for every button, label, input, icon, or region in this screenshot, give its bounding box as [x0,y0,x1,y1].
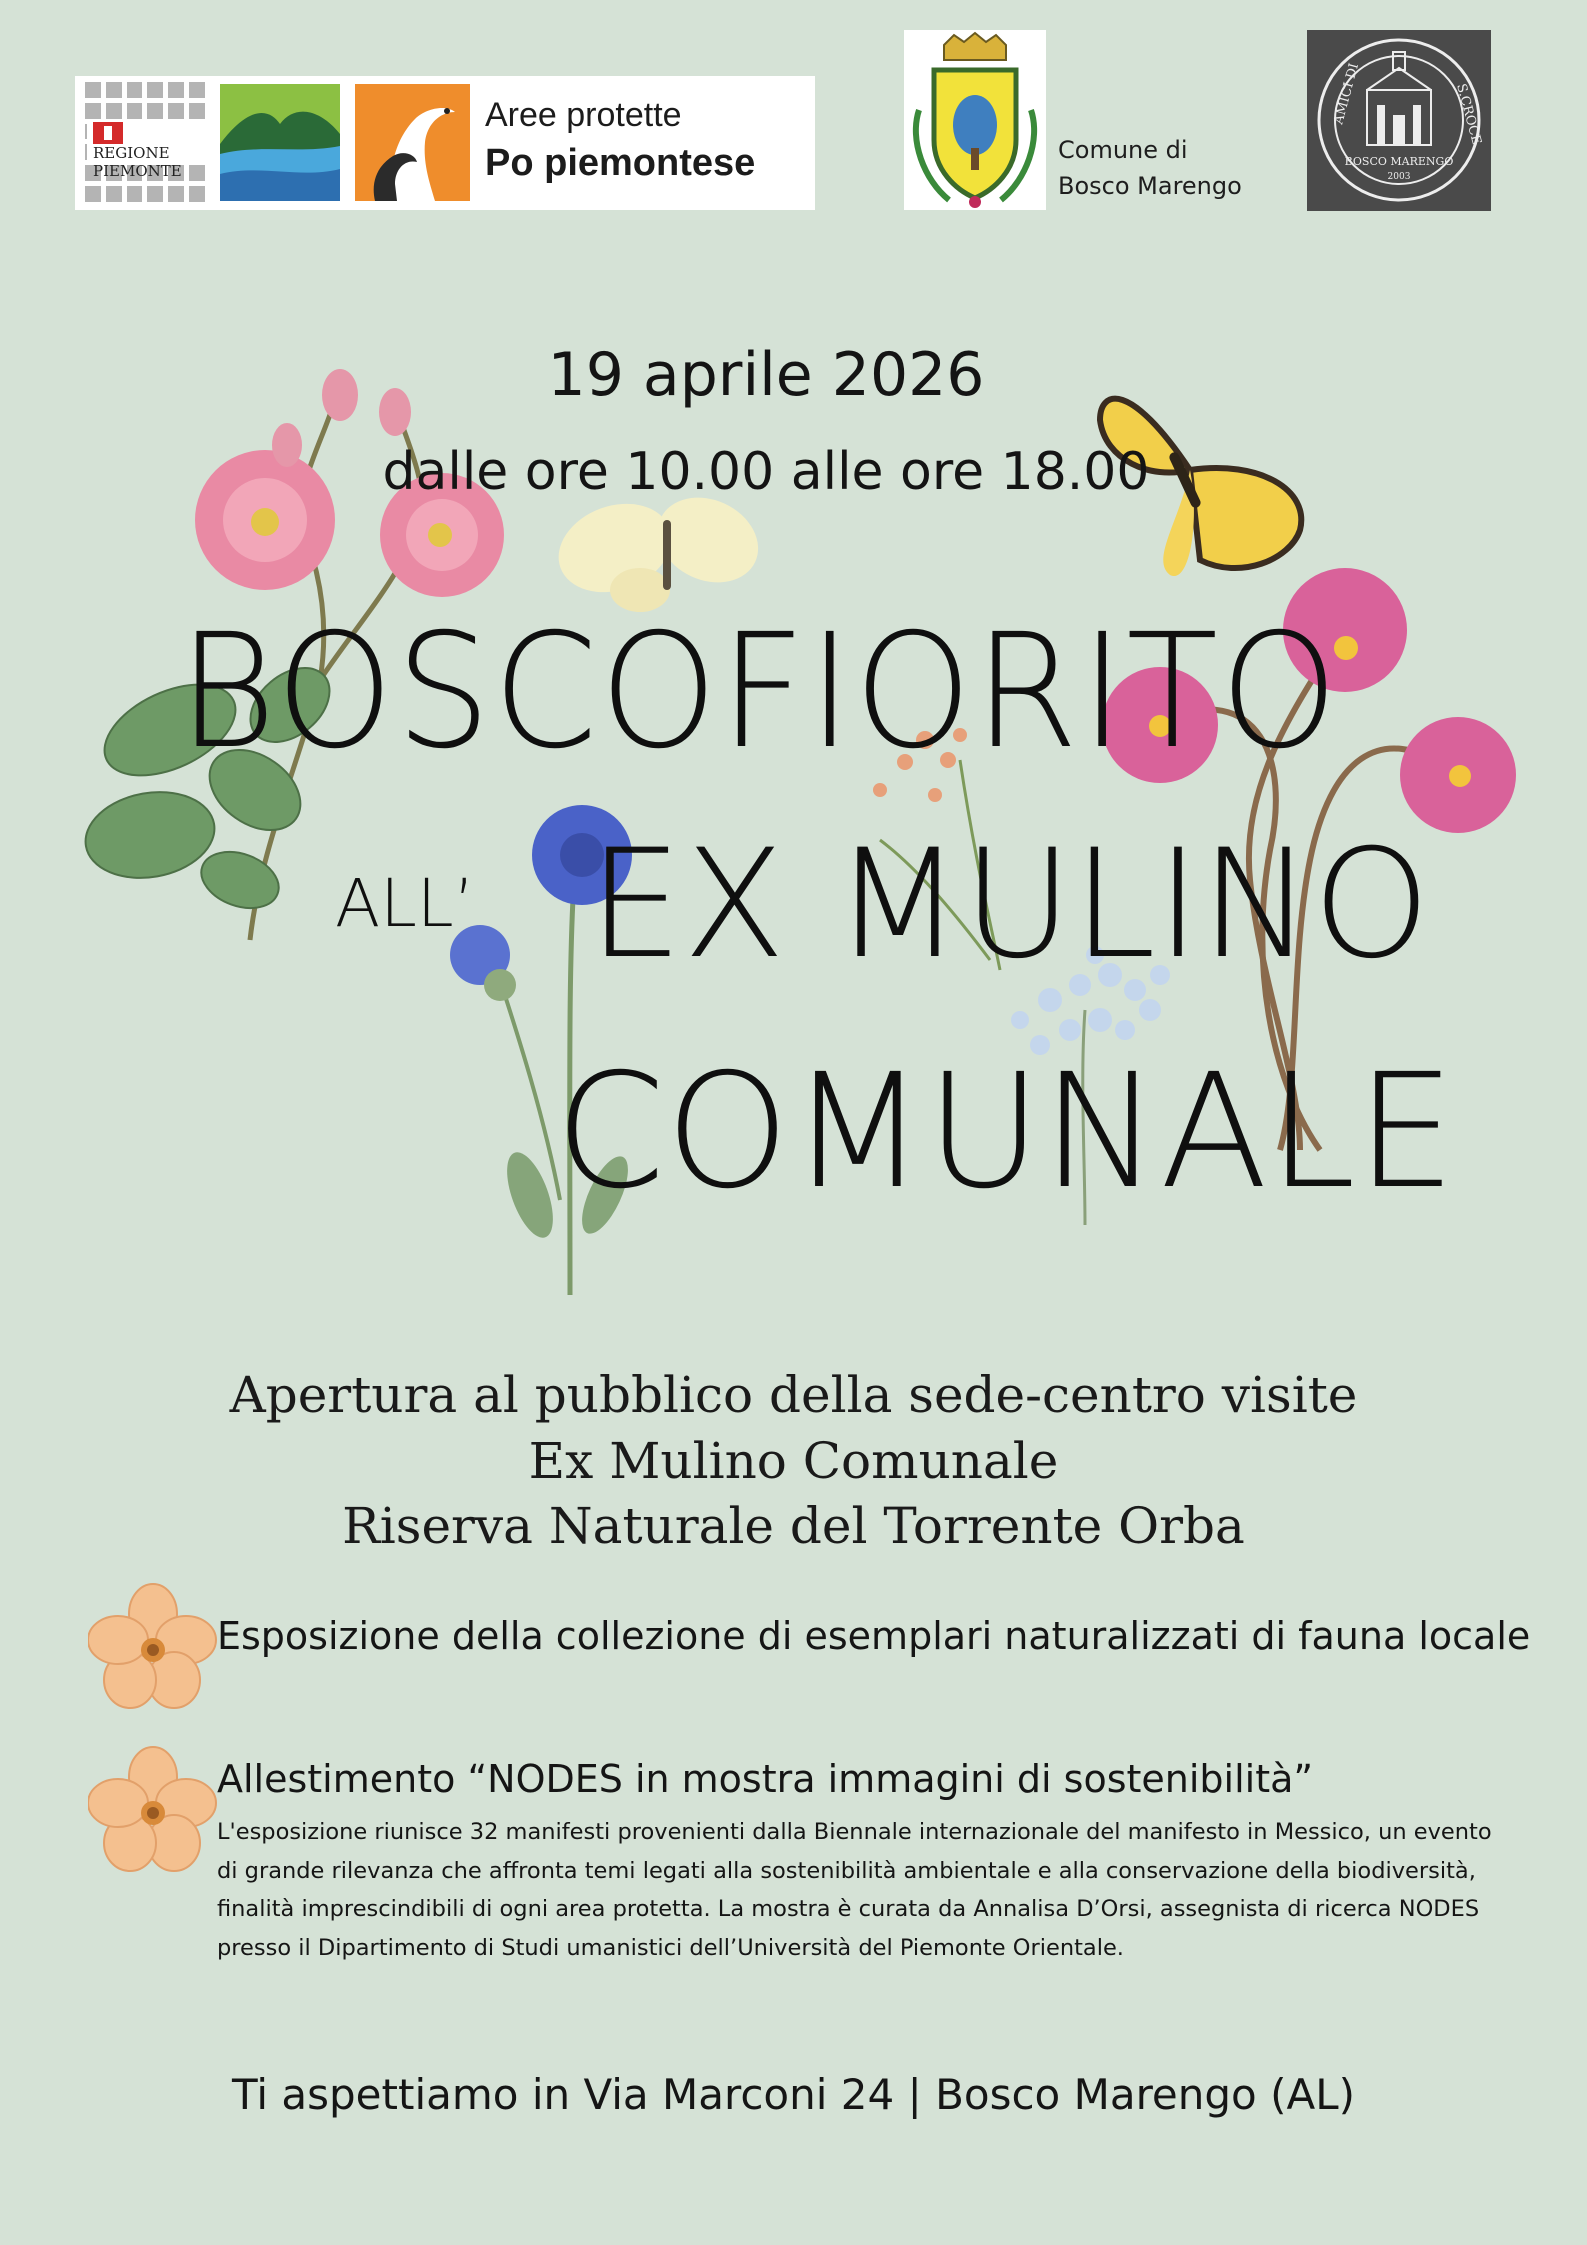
subtitle-line-1: Apertura al pubblico della sede-centro visite [229,1366,1358,1424]
bullet-flower-icon [88,1582,218,1712]
bullet-flower-icon [88,1745,218,1875]
po-piemontese-label: Po piemontese [485,142,756,184]
comune-label [1058,132,1242,204]
amici-top-left-text: AMICI DI [1331,61,1363,127]
comune-label-line2: Bosco Marengo [1058,172,1242,200]
event-date: 19 aprile 2026 [547,340,985,410]
mountain-river-icon [220,84,340,201]
event-time: dalle ore 10.00 alle ore 18.00 [382,442,1150,502]
santa-croce-seal-icon [1307,30,1491,211]
regione-piemonte-label [87,122,212,180]
regione-piemonte-text: REGIONE PIEMONTE [93,144,182,180]
title-line-3: COMUNALE [555,1040,1456,1224]
heron-icon [355,84,470,201]
subtitle-line-2: Ex Mulino Comunale [528,1432,1059,1490]
footer-address: Ti aspettiamo in Via Marconi 24 | Bosco Marengo (AL) [232,2070,1355,2119]
aree-protette-logo [75,76,815,210]
aree-protette-label: Aree protette [485,96,682,134]
amici-year-text: 2003 [1387,172,1411,182]
comune-coat-of-arms [904,30,1046,210]
coat-of-arms-icon [904,30,1046,210]
regione-flag-icon [93,122,123,144]
bullet-item-2-description: L'esposizione riunisce 32 manifesti provenienti dalla Biennale internazionale del manifesto in Messico, un evento di grande rilevanza che affronta temi legati alla sostenibilità ambientale e alla conservazione della biodiversità, finalità imprescindibili di ogni area protetta. La mostra è curata da Annalisa D’Orsi, assegnista di ricerca NODES presso il Dipartimento di Studi umanistici dell’Università del Piemonte Orientale. [217,1819,1492,1961]
title-line-1: BOSCOFIORITO [178,600,1340,784]
title-line-2-prefix: ALL’ [335,865,475,942]
amici-bottom-text: BOSCO MARENGO [1344,155,1454,168]
bullet-item-2-title: Allestimento “NODES in mostra immagini di sostenibilità” [217,1757,1314,1801]
bullet-item-1: Esposizione della collezione di esemplari naturalizzati di fauna locale [217,1614,1531,1658]
comune-label-line1: Comune di [1058,136,1188,164]
amici-di-santa-croce-logo [1307,30,1491,211]
subtitle-line-3: Riserva Naturale del Torrente Orba [342,1497,1245,1555]
amici-top-right-text: S.CROCE [1453,82,1484,147]
title-line-2: EX MULINO [588,818,1431,992]
